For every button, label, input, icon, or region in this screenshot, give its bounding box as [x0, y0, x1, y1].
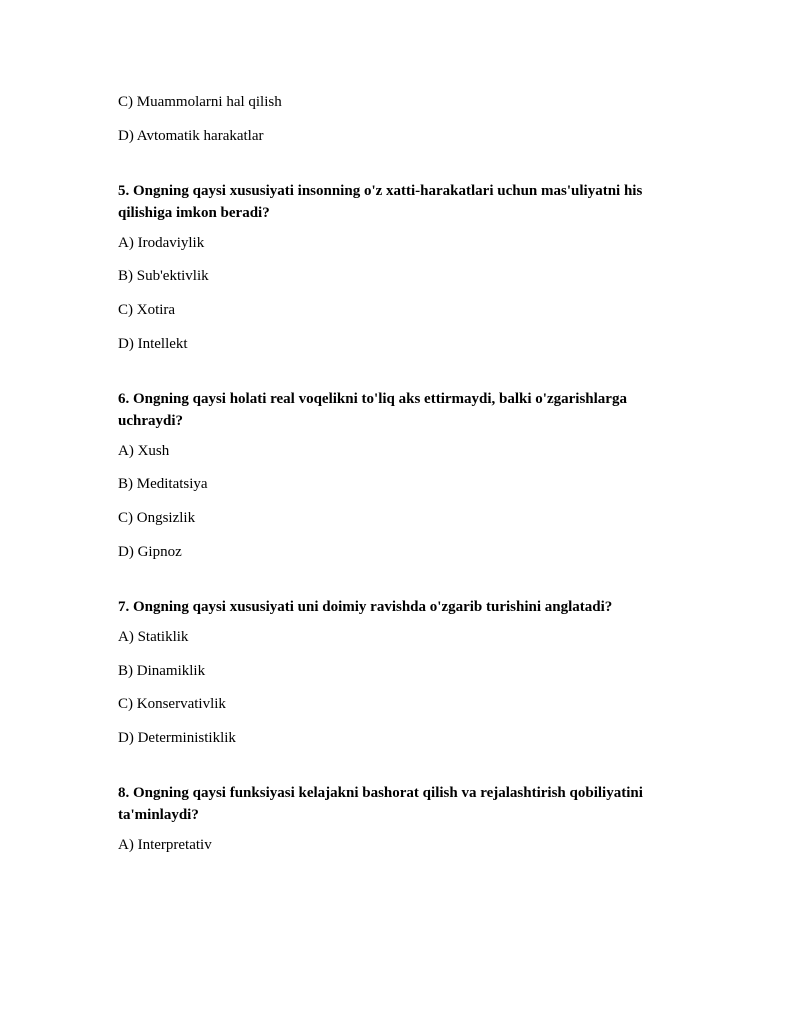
answer-option: A) Irodaviylik [118, 234, 205, 251]
answer-option: C) Konservativlik [118, 696, 226, 713]
question-text: 5. Ongning qaysi xususiyati insonning o'z xatti-harakatlari uchun mas'uliyatni his qilishiga imkon beradi? [118, 182, 643, 221]
question-text: 7. Ongning qaysi xususiyati uni doimiy ravishda o'zgarib turishini anglatadi? [118, 598, 613, 615]
question-text: 6. Ongning qaysi holati real voqelikni to'liq aks ettirmaydi, balki o'zgarishlarga uchraydi? [118, 390, 627, 429]
question-text: 8. Ongning qaysi funksiyasi kelajakni bashorat qilish va rejalashtirish qobiliyatini ta'minlaydi? [118, 784, 643, 823]
answer-option: C) Ongsizlik [118, 510, 196, 527]
answer-option: D) Avtomatik harakatlar [118, 127, 264, 144]
answer-option: A) Statiklik [118, 628, 189, 645]
answer-option: B) Sub'ektivlik [118, 268, 209, 285]
answer-option: C) Xotira [118, 302, 176, 319]
answer-option: B) Meditatsiya [118, 476, 208, 493]
quiz-content [118, 92, 678, 869]
answer-option: D) Deterministiklik [118, 729, 236, 746]
answer-option: A) Interpretativ [118, 836, 212, 853]
answer-option: B) Dinamiklik [118, 662, 206, 679]
answer-option: A) Xush [118, 442, 170, 459]
answer-option: C) Muammolarni hal qilish [118, 94, 282, 110]
answer-option: D) Gipnoz [118, 543, 182, 560]
answer-option: D) Intellekt [118, 335, 188, 352]
